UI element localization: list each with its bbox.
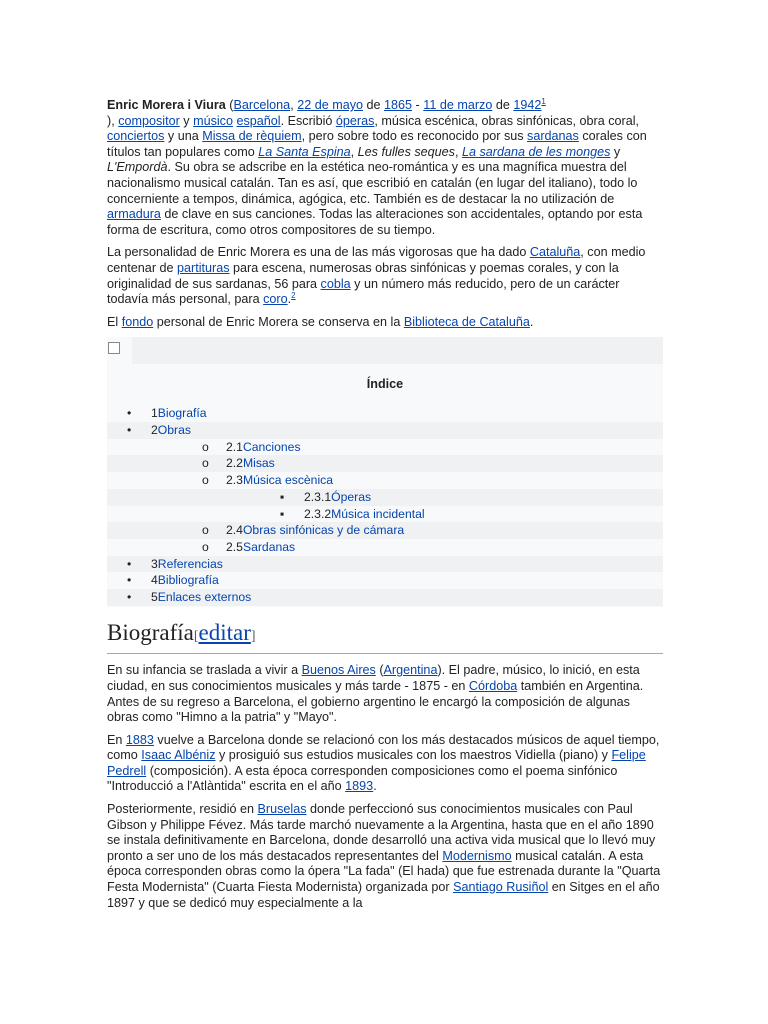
toc-bullet: • [127,406,132,421]
toc-item-link[interactable]: Canciones [242,439,301,454]
toc-item-number: 2.2 [226,456,243,471]
toc-item-number: 4 [151,573,158,588]
toc-bullet: o [202,456,209,471]
intro-paragraph-2 [107,245,663,307]
edit-bracket: ] [250,629,256,645]
link-isaac-albeniz[interactable]: Isaac Albéniz [141,748,216,763]
toc-item-link[interactable]: Óperas [331,489,372,504]
toc-item-link[interactable]: Sardanas [242,539,296,554]
link-1893[interactable]: 1893 [345,779,374,794]
text: La personalidad de Enric Morera es una de las más vigorosas que ha dado [107,245,530,260]
text: corales con títulos tan populares como [107,129,647,159]
toc-item-link[interactable]: Enlaces externos [157,590,252,604]
link-modernismo[interactable]: Modernismo [442,848,512,863]
article-content [107,98,663,918]
toc-row-background [107,439,663,456]
link-1865[interactable]: 1865 [384,98,413,112]
text: . [287,292,292,307]
text: para escena, numerosas obras sinfónicas y poemas corales, y con la originalidad de sus sardanas, 56 para [107,260,619,291]
link-barcelona[interactable]: Barcelona [233,98,291,112]
text: musical catalán. A esta época corresponden obras como la ópera "La fada" (El hada) que fue estrenada durante la "Quarta Festa Modernista" (Cuarta Fiesta Modernista) organizada por [107,848,661,895]
edit-bracket: [ [193,629,199,645]
work-title: L'Empordà [107,160,168,175]
toc-item-number: 2.3 [226,473,243,488]
table-of-contents [107,337,663,607]
text: vuelve a Barcelona donde se relacionó con los más destacados músicos de aquel tiempo, como [107,732,660,763]
text: de clave en sus canciones. Todas las alteraciones son accidentales, optando por esta forma de escritura, como otros compositores de su tiempo. [107,207,643,237]
toc-item-number: 5 [151,590,158,604]
intro-paragraph-3 [107,315,663,331]
toc-item [127,422,191,439]
footnote-2[interactable]: 2 [291,290,296,300]
toc-item [280,489,371,506]
text: , [350,144,358,159]
text: ( [375,663,384,678]
biografia-paragraph-1 [107,663,663,725]
biografia-paragraph-3 [107,802,663,911]
link-cataluna[interactable]: Cataluña [529,245,581,260]
toc-row-background [107,455,663,472]
link-la-sardana-de-les-monges[interactable]: La sardana de les monges [461,144,611,159]
toc-item-number: 2.1 [226,439,243,454]
section-title: Biografía [107,620,194,646]
text: El [107,314,122,329]
toc-item-number: 2 [151,423,158,437]
text: , [290,98,298,112]
text: . Su obra se adscribe en la estética neo-romántica y es una magnífica muestra del nacionalismo musical catalán. Tan es así, que escribió en catalán (en lugar del italiano), todo lo concerniente a tempos, dinámica, agógica, etc. También es de destacar la no utilización de [107,160,638,206]
intro-paragraph-1 [107,98,663,238]
toc-bullet: o [202,539,209,554]
link-sardanas[interactable]: sardanas [527,129,579,144]
text: En [107,732,126,747]
toc-bullet: o [202,523,209,538]
text: de [492,98,514,112]
link-santiago-rusinol[interactable]: Santiago Rusiñol [453,880,549,895]
text: (composición). A esta época corresponden composiciones como el poema sinfónico "Introducció a l'Atlàntida" escrita en el año [107,763,618,794]
toc-row-background [107,539,663,556]
toc-item [202,539,295,556]
text: ( [225,98,234,112]
toc-row-background [107,472,663,489]
toc-header-band [132,337,663,364]
link-partituras[interactable]: partituras [177,260,230,275]
text: ), [107,113,119,128]
toc-item-number: 2.3.2 [304,506,332,521]
toc-item-number: 1 [151,406,158,421]
text: y un número más reducido, pero de un carácter todavía más personal, para [107,276,620,307]
text: en Sitges en el año 1897 y que se dedicó muy especialmente a la [107,880,660,910]
text: también en Argentina. Antes de su regreso a Barcelona, el gobierno argentino le encargó la composición de algunas obras como "Himno a la patria" y "Mayo". [107,678,644,725]
text: y una [164,129,203,144]
toc-item [280,506,425,523]
toc-item-number: 2.4 [226,523,243,538]
link-buenos-aires[interactable]: Buenos Aires [301,663,376,678]
toc-item-link[interactable]: Música incidental [331,506,425,521]
toc-item-number: 2.3.1 [304,489,332,504]
toc-item [202,522,404,539]
link-cobla[interactable]: cobla [320,276,351,291]
toc-bullet: • [127,556,132,571]
edit-section-link[interactable]: editar [198,620,251,646]
link-missa-de-requiem[interactable]: Missa de rèquiem [202,129,302,144]
link-felipe-pedrell[interactable]: Felipe Pedrell [107,748,646,778]
text: y [179,113,194,128]
toc-bullet: • [127,573,132,588]
toc-row-background [107,489,663,506]
toc-item [127,556,223,573]
toc-item [127,572,219,589]
text: . [373,779,377,794]
text: ). El padre, músico, lo inició, en esta ciudad, en sus conocimientos musicales y más tarde - 1875 - en [107,663,640,693]
link-1883[interactable]: 1883 [125,732,154,747]
toc-item [127,405,207,422]
link-espanol[interactable]: español [236,113,281,128]
link-la-santa-espina[interactable]: La Santa Espina [258,144,351,159]
link-armadura[interactable]: armadura [107,207,161,222]
link-biblioteca-de-cataluna[interactable]: Biblioteca de Cataluña [403,314,530,329]
toc-item [202,439,301,456]
link-11-de-marzo[interactable]: 11 de marzo [423,98,493,112]
toc-bullet: ▪ [280,489,285,504]
text: , [454,144,462,159]
toc-bullet: o [202,473,209,488]
link-bruselas[interactable]: Bruselas [257,802,307,817]
toc-bullet: • [127,423,132,437]
text: y prosiguió sus estudios musicales con los maestros Vidiella (piano) y [215,748,612,763]
toc-item-link[interactable]: Obras [157,423,191,437]
toc-item-link[interactable]: Obras sinfónicas y de cámara [242,523,405,538]
toc-item-number: 2.5 [226,539,243,554]
toc-item-link[interactable]: Bibliografía [157,573,219,588]
link-musico[interactable]: músico [193,113,233,128]
toc-item-link[interactable]: Música escènica [242,473,334,488]
article-subject-name: Enric Morera i Viura [107,98,226,112]
footnote-1[interactable]: 1 [541,96,546,106]
text: - [412,98,424,112]
toc-item-link[interactable]: Misas [242,456,275,471]
link-fondo[interactable]: fondo [121,314,154,329]
toc-item-link[interactable]: Referencias [157,556,223,571]
biografia-paragraph-2 [107,733,663,795]
toc-item-number: 3 [151,556,158,571]
toc-item [127,589,251,606]
link-argentina[interactable]: Argentina [383,663,438,678]
text: . [529,314,534,329]
toc-item [202,455,275,472]
text: , música escénica, obras sinfónicas, obra coral, [374,113,640,128]
toc-bullet: • [127,590,132,604]
toc-bullet: ▪ [280,506,285,521]
work-title: Les fulles seques [357,144,455,159]
link-1942[interactable]: 1942 [513,98,542,112]
text: , con medio centenar de [107,245,646,275]
text: , pero sobre todo es reconocido por sus [301,129,528,144]
text: personal de Enric Morera se conserva en la [153,314,404,329]
toc-bullet: o [202,439,209,454]
link-cordoba[interactable]: Córdoba [468,678,518,693]
link-operas[interactable]: óperas [335,113,375,128]
toc-title: Índice [366,377,404,392]
link-compositor[interactable]: compositor [118,113,180,128]
link-22-de-mayo[interactable]: 22 de mayo [297,98,363,112]
toc-toggle-checkbox[interactable] [108,342,120,354]
text: . Escribió [280,113,336,128]
toc-item [202,472,333,489]
text: Posteriormente, residió en [107,802,258,817]
section-heading-biografia [107,619,663,654]
text: En su infancia se traslada a vivir a [107,663,302,678]
toc-item-link[interactable]: Biografía [157,406,207,421]
text: donde perfeccionó sus conocimientos musicales con Paul Gibson y Philippe Févez. Más tarde marchó nuevamente a la Argentina, hasta que en el año 1890 se instala definitivamente en Barcelona, donde desarrolló una activa vida musical que lo llevó muy pronto a ser uno de los más destacados representantes del [107,802,656,863]
link-coro[interactable]: coro [263,292,288,307]
link-conciertos[interactable]: conciertos [107,129,165,144]
text: y [610,144,621,159]
text: de [363,98,385,112]
